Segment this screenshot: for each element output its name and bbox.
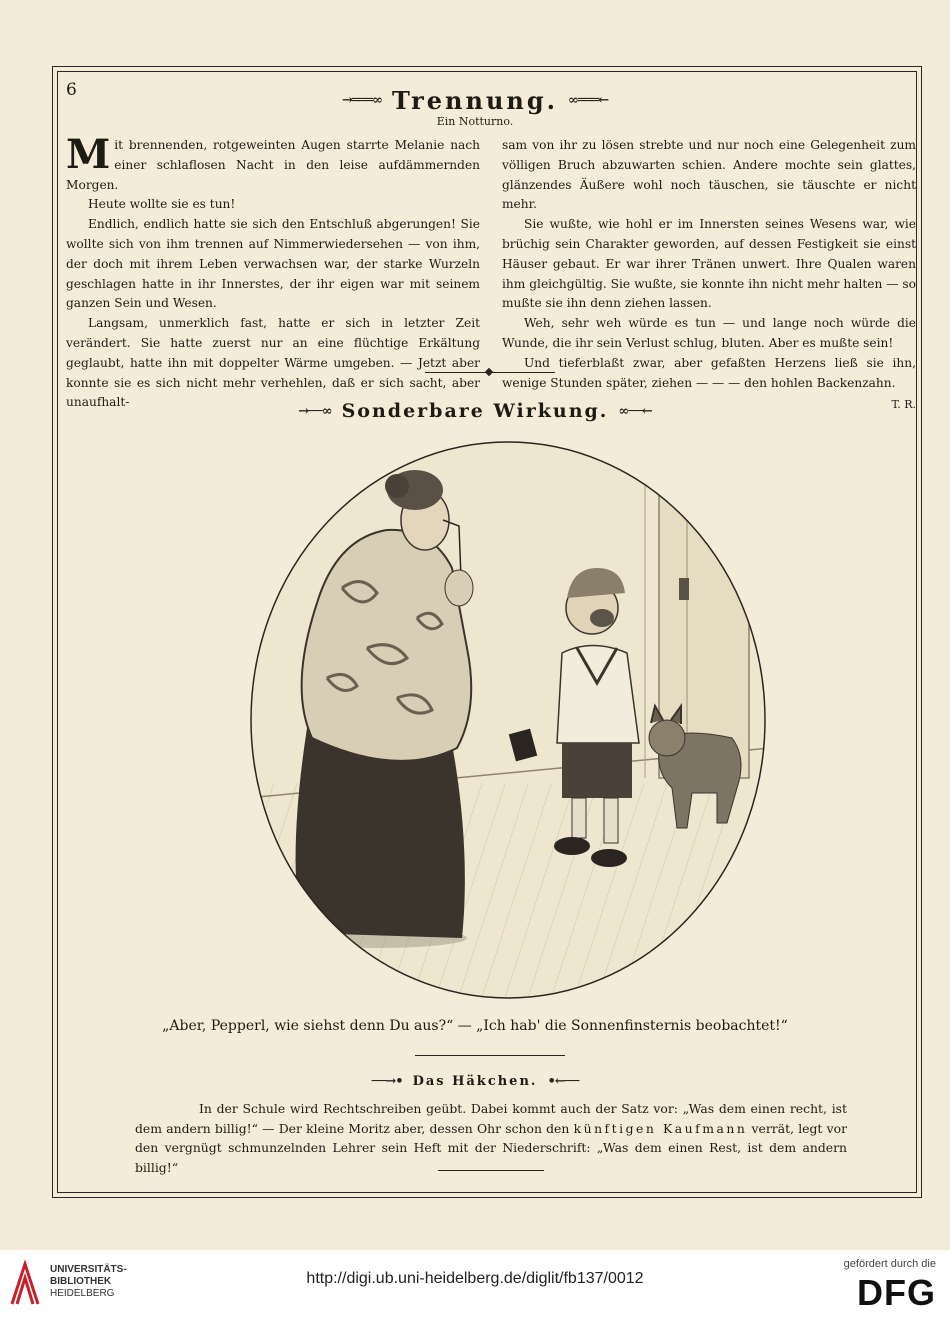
paragraph: Mit brennenden, rotgeweinten Augen starrte Melanie nach einer schlaflosen Nacht in den leise aufdämmernden Morgen. [66, 131, 480, 192]
article-title-trennung [0, 86, 950, 115]
dropcap: M [66, 131, 111, 178]
funding-note: gefördert durch die [843, 1258, 936, 1270]
ornament-right-icon: •←── [547, 1074, 579, 1089]
ornament-left-icon: →═══∞ [341, 93, 383, 108]
library-name[interactable]: UNIVERSITÄTS- BIBLIOTHEK HEIDELBERG [50, 1264, 127, 1299]
article3-title: Das Häkchen. [412, 1074, 538, 1089]
illustration-caption: „Aber, Pepperl, wie siehst denn Du aus?“ — „Ich hab' die Sonnenfinsternis beobachtet!“ [162, 1018, 788, 1034]
ornament-right-icon: ∞═══← [567, 93, 609, 108]
section-divider [438, 1170, 544, 1171]
article-title-das-haekchen [0, 1074, 950, 1089]
paragraph: Endlich, endlich hatte sie sich den Entschluß abgerungen! Sie wollte sich von ihm trennen auf Nimmerwiedersehen — von ihm, der doch mit ihrem Leben verwachsen war, der starke Wurzeln geschlagen hatte in ihr Innerstes, der ihr eigen war mit seinem ganzen Sein und Wesen. [66, 217, 480, 311]
section-divider [415, 1055, 565, 1056]
article3-spaced-text: künftigen Kaufmann [573, 1120, 748, 1136]
article3-text-after: verrät, legt vor den vergnügt schmunzelnden Lehrer sein Heft mit der Niederschrift: „Was dem einen Rest, ist dem andern billig!“ [135, 1120, 847, 1175]
article1-title: Trennung. [392, 86, 558, 115]
article1-signature: T. R. [891, 398, 916, 412]
article3-paragraph [135, 1099, 847, 1177]
page-number: 6 [66, 80, 77, 100]
paragraph: Heute wollte sie es tun! [88, 197, 236, 212]
permalink-url[interactable]: http://digi.ub.uni-heidelberg.de/diglit/fb137/0012 [306, 1270, 644, 1287]
ornament-left-icon: ──→• [371, 1074, 403, 1089]
article1-subtitle: Ein Notturno. [436, 115, 514, 128]
ornament-right-icon: ∞──← [618, 403, 652, 419]
article1-right-column [502, 136, 916, 415]
article3-text-before: In der Schule wird Rechtschreiben geübt. Dabei kommt auch der Satz vor: „Was dem einen recht, ist dem andern billig!“ — Der kleine Moritz aber, dessen Ohr schon den [135, 1101, 847, 1136]
paragraph: sam von ihr zu lösen strebte und nur noch eine Gelegenheit zum völligen Bruch abzuwarten schien. Andere mochte sein glattes, glänzendes Äußere wohl noch täuschen, sie täuschte er nicht mehr. [502, 138, 916, 212]
paragraph: Weh, sehr weh würde es tun — und lange noch würde die Wunde, die ihr sein Verlust schlug, bluten. Aber es mußte sein! [502, 316, 916, 350]
dfg-logo[interactable]: DFG [857, 1272, 936, 1313]
section-divider [425, 372, 555, 373]
paragraph: Langsam, unmerklich fast, hatte er sich in letzter Zeit verändert. Sie hatte zuerst nur an eine flüchtige Erkältung geglaubt, hatte ihn mit doppelter Wärme umgeben. — Jetzt aber konnte sie es sich nicht mehr verhehlen, daß er sich sacht, aber unaufhalt- [66, 316, 480, 410]
circular-illustration [247, 438, 769, 1002]
paragraph: Und tieferblaßt zwar, aber gefaßten Herzens ließ sie ihn, wenige Stunden später, ziehen — — — den hohlen Backenzahn. [502, 355, 916, 390]
viewer-footer [0, 1250, 950, 1318]
ornament-left-icon: →──∞ [298, 403, 332, 419]
article2-title: Sonderbare Wirkung. [341, 400, 609, 422]
article1-left-column [66, 131, 480, 415]
paragraph: Sie wußte, wie hohl er im Innersten seines Wesens war, wie brüchig sein Charakter geworden, auf dessen Festigkeit sie einst Häuser gebaut. Er war ihrer Tränen unwert. Ihre Qualen waren ihm gleichgültig. Sie wußte, sie konnte ihn nicht mehr halten — so mußte sie ihn denn ziehen lassen. [502, 217, 916, 311]
article-title-sonderbare-wirkung [0, 400, 950, 422]
